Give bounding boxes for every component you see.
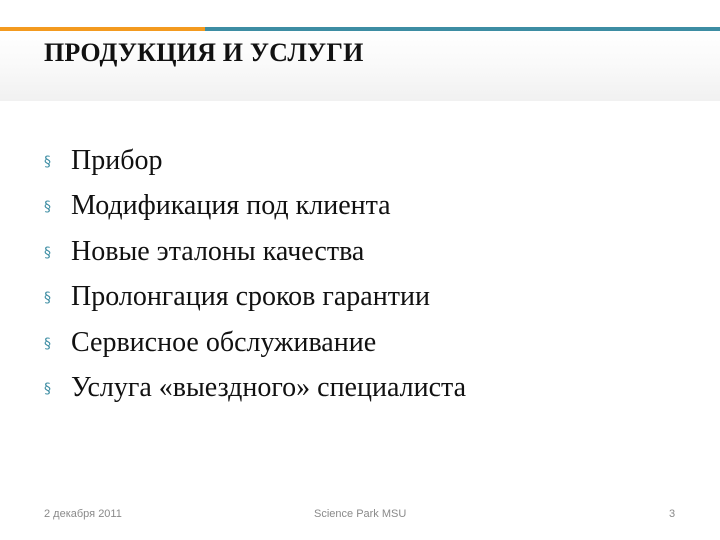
bullet-text: Услуга «выездного» специалиста — [71, 372, 467, 404]
list-item — [44, 275, 466, 321]
section-sign-icon: § — [44, 381, 51, 398]
bullet-text: Модификация под клиента — [71, 190, 391, 222]
footer-organization: Science Park MSU — [314, 508, 407, 520]
list-item — [44, 229, 466, 275]
list-item — [44, 320, 466, 366]
bullet-text: Пролонгация сроков гарантии — [71, 281, 430, 313]
list-item — [44, 366, 466, 412]
section-sign-icon: § — [44, 244, 51, 261]
bullet-text: Новые эталоны качества — [71, 235, 365, 267]
bullet-text: Сервисное обслуживание — [71, 326, 377, 358]
section-sign-icon: § — [44, 153, 51, 170]
list-item — [44, 184, 466, 230]
footer-date: 2 декабря 2011 — [44, 508, 122, 520]
section-sign-icon: § — [44, 199, 51, 216]
footer-page-number: 3 — [669, 508, 676, 520]
list-item — [44, 138, 466, 184]
bullet-text: Прибор — [71, 144, 163, 176]
bullet-list — [44, 138, 466, 411]
section-sign-icon: § — [44, 335, 51, 352]
section-sign-icon: § — [44, 290, 51, 307]
slide-title: ПРОДУКЦИЯ И УСЛУГИ — [44, 38, 364, 67]
